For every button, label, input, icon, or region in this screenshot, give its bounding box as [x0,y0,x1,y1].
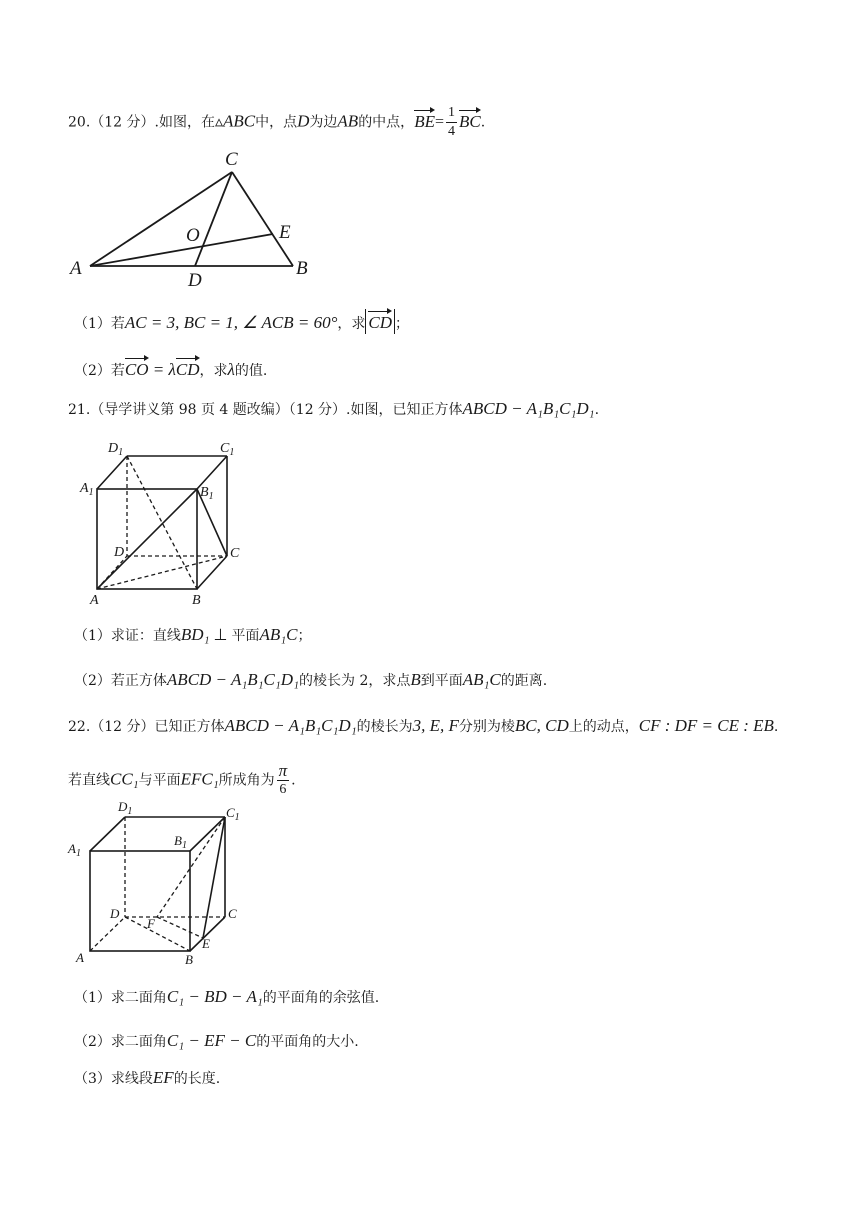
q22-line1: 22.（12 分）已知正方体ABCD − A₁B₁C₁D₁的棱长为3, E, F分别为棱BC, CD上的动点，CF : DF = CE : EB. [68,716,779,735]
label-C: C [230,546,240,561]
q21-heading: 21.（导学讲义第 98 页 4 题改编）（12 分）.如图，已知正方体ABCD − A₁B₁C₁D₁. [68,399,600,418]
label-E: E [202,936,210,951]
label-C: C [228,906,237,921]
label-D: D [188,270,202,291]
q21-part1: （1）求证：直线BD₁ ⊥ 平面AB₁C； [74,625,312,644]
q22-part3: （3）求线段EF的长度. [74,1068,221,1087]
q22-line2: 若直线CC₁与平面EFC₁所成角为 $\frac{\pi}{6}$ . [68,761,296,797]
q20-part2: （2）若CO = λCD，求λ的值. [74,356,267,381]
q22-part1: （1）求二面角C₁ − BD − A₁的平面角的余弦值. [74,987,380,1006]
label-A1: $A_1$ [68,841,81,859]
label-D1: $D_1$ [108,441,124,458]
label-C1: $C_1$ [226,805,240,823]
label-A: A [76,950,84,965]
fraction-pi-over-6: $\frac{\pi}{6}$ [278,761,288,797]
label-A: A [90,593,99,608]
label-O: O [186,225,200,246]
q21-part2: （2）若正方体ABCD − A₁B₁C₁D₁的棱长为 2，求点B到平面AB₁C的距离. [74,670,548,689]
label-C: C [225,149,238,170]
label-B: B [185,952,193,967]
label-A: A [70,258,82,279]
label-D: D [110,906,120,921]
label-F: F [147,916,155,931]
label-A1: $A_1$ [80,481,94,498]
q20-heading: 20.（12 分）.如图，在▵ABC中，点D为边AB的中点，BE= $\frac{1}{4}$ BC. [68,105,486,139]
label-D: D [114,545,125,560]
fraction-one-quarter: $\frac{1}{4}$ [448,105,455,139]
label-B1: $B_1$ [200,485,214,502]
label-B: B [192,593,201,608]
label-C1: $C_1$ [220,441,235,458]
label-B: B [296,258,308,279]
q20-part1: （1）若AC = 3, BC = 1, ∠ ACB = 60°，求 CD ； [74,309,409,334]
label-B1: $B_1$ [174,833,187,851]
label-E: E [279,222,291,243]
q22-part2: （2）求二面角C₁ − EF − C的平面角的大小. [74,1031,359,1050]
label-D1: $D_1$ [118,799,133,817]
